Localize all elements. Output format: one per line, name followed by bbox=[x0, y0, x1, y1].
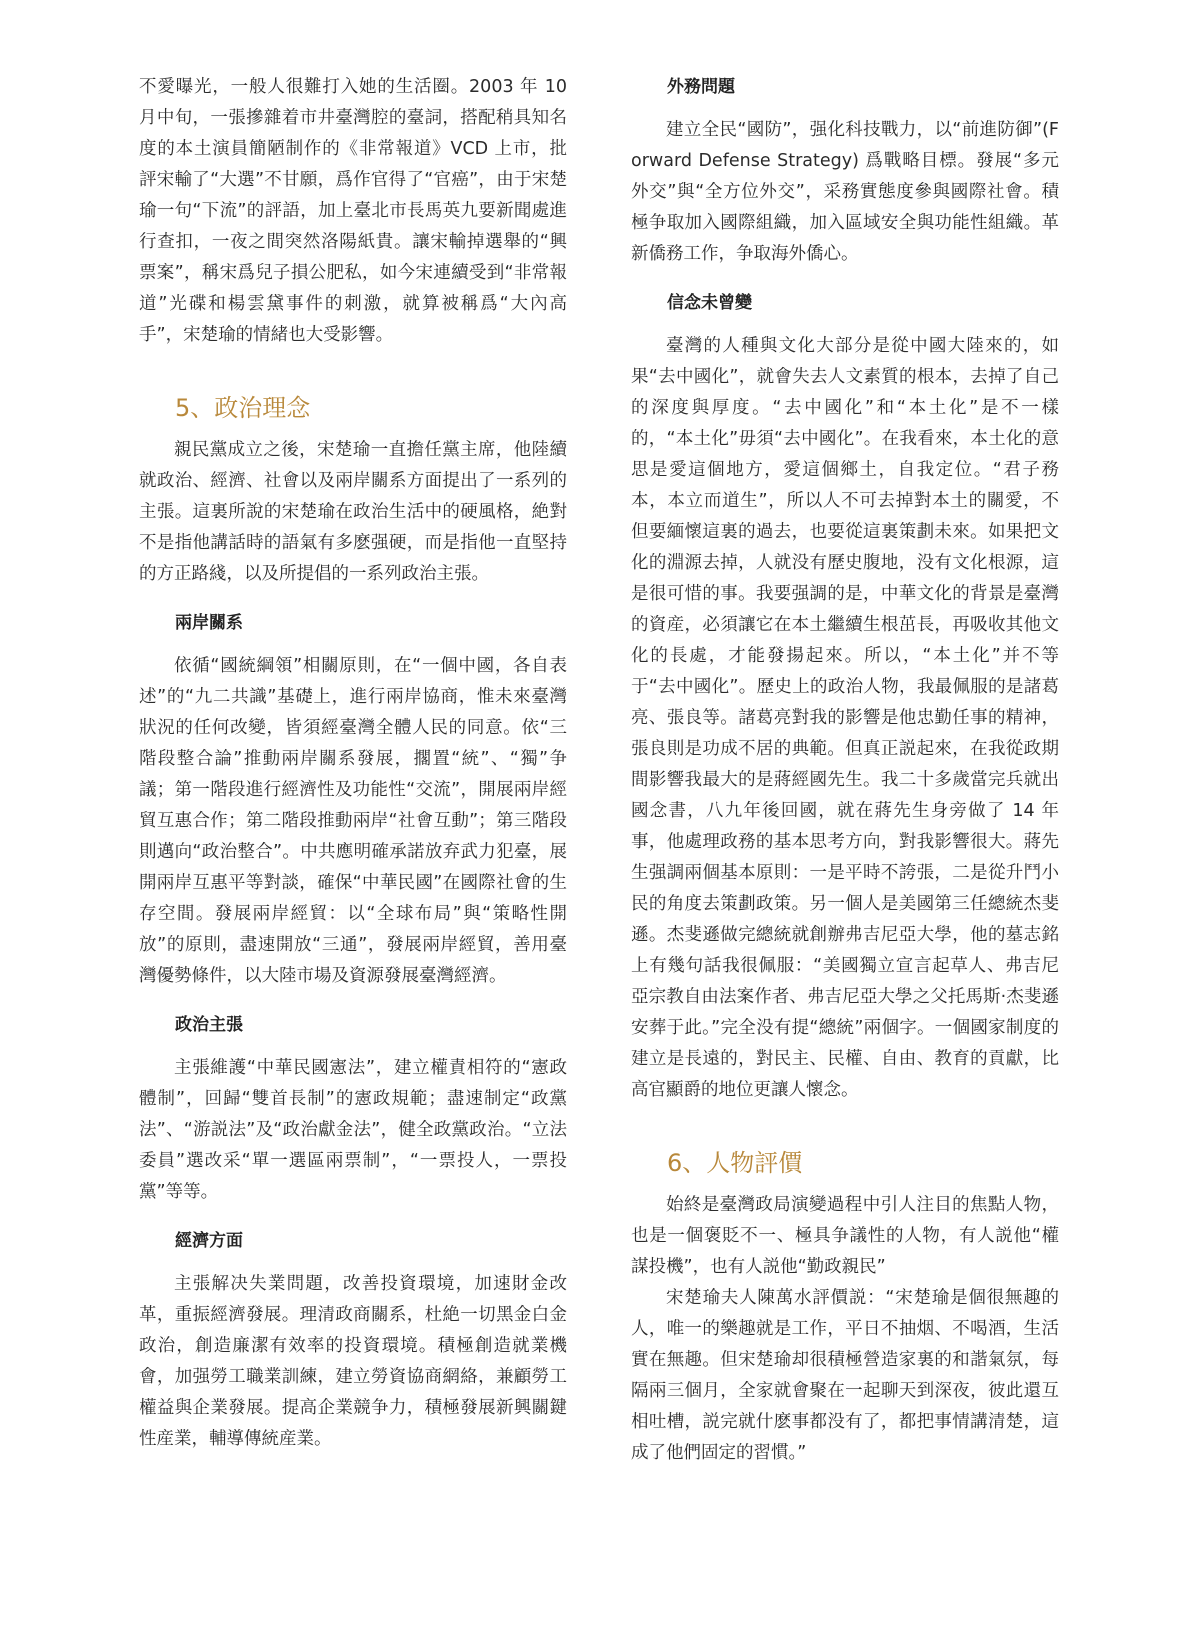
paragraph-foreign-affairs: 建立全民“國防”，强化科技戰力，以“前進防御”(Forward Defense Strategy) 爲戰略目標。發展“多元外交”與“全方位外交”，采務實態度參與國際社會。積極争取加入國際組織，加入區域安全與功能性組織。革新僑務工作，争取海外僑心。 bbox=[631, 120, 1059, 264]
paragraph-evaluation: 始終是臺灣政局演變過程中引人注目的焦點人物，也是一個褒貶不一、極具争議性的人物，有人説他“權謀投機”，也有人説他“勤政親民” bbox=[631, 1195, 1059, 1277]
subheading-political-stance: 政治主張 bbox=[175, 1015, 243, 1035]
paragraph-intro: 不愛曝光，一般人很難打入她的生活圈。2003 年 10 月中旬，一張摻雜着市井臺灣腔的臺詞，搭配稍具知名度的本土演員簡陋制作的《非常報道》VCD 上市，批評宋輸了“大選”不甘願，爲作官得了“官癌”，由于宋楚瑜一句“下流”的評語，加上臺北市長馬英九要新聞處進行查扣，一夜之間突然洛陽紙貴。讓宋輸掉選舉的“興票案”，稱宋爲兒子損公肥私，如今宋連續受到“非常報道”光碟和楊雲黛事件的刺激，就算被稱爲“大內高手”，宋楚瑜的情緒也大受影響。 bbox=[139, 77, 567, 345]
section-heading-evaluation: 6、人物評價 bbox=[667, 1149, 803, 1177]
paragraph-political-ideas: 親民黨成立之後，宋楚瑜一直擔任黨主席，他陸續就政治、經濟、社會以及兩岸關系方面提出了一系列的主張。這裏所說的宋楚瑜在政治生活中的硬風格，絶對不是指他講話時的語氣有多麽强硬，而是指他一直堅持的方正路綫，以及所提倡的一系列政治主張。 bbox=[139, 440, 567, 584]
paragraph-political-stance: 主張維護“中華民國憲法”，建立權責相符的“憲政體制”，回歸“雙首長制”的憲政規範；盡速制定“政黨法”、“游説法”及“政治獻金法”，健全政黨政治。“立法委員”選改采“單一選區兩票制”，“一票投人，一票投黨”等等。 bbox=[139, 1058, 567, 1202]
subheading-cross-strait: 兩岸關系 bbox=[175, 613, 243, 633]
paragraph-economy: 主張解决失業問題，改善投資環境，加速財金改革，重振經濟發展。理清政商關系，杜絶一切黑金白金政治，創造廉潔有效率的投資環境。積極創造就業機會，加强勞工職業訓練，建立勞資協商網絡，兼顧勞工權益與企業發展。提高企業競争力，積極發展新興關鍵性産業，輔導傳統産業。 bbox=[139, 1274, 567, 1449]
subheading-foreign-affairs: 外務問題 bbox=[667, 77, 735, 97]
right-column bbox=[631, 72, 1059, 1469]
subheading-beliefs: 信念未曾變 bbox=[667, 293, 752, 313]
left-column bbox=[139, 72, 567, 1455]
paragraph-cross-strait: 依循“國統綱領”相關原則，在“一個中國，各自表述”的“九二共識”基礎上，進行兩岸協商，惟未來臺灣狀況的任何改變，皆須經臺灣全體人民的同意。依“三階段整合論”推動兩岸關系發展，擱置“統”、“獨”争議；第一階段進行經濟性及功能性“交流”，開展兩岸經貿互惠合作；第二階段推動兩岸“社會互動”；第三階段則邁向“政治整合”。中共應明確承諾放弃武力犯臺，展開兩岸互惠平等對談，確保“中華民國”在國際社會的生存空間。發展兩岸經貿：以“全球布局”與“策略性開放”的原則，盡速開放“三通”，發展兩岸經貿，善用臺灣優勢條件，以大陸市場及資源發展臺灣經濟。 bbox=[139, 656, 567, 986]
paragraph-wife-quote: 宋楚瑜夫人陳萬水評價説：“宋楚瑜是個很無趣的人，唯一的樂趣就是工作，平日不抽烟、不喝酒，生活實在無趣。但宋楚瑜却很積極營造家裏的和諧氣氛，每隔兩三個月，全家就會聚在一起聊天到深夜，彼此還互相吐槽，説完就什麽事都没有了，都把事情講清楚，這成了他們固定的習慣。” bbox=[631, 1288, 1059, 1463]
section-heading-political-ideas: 5、政治理念 bbox=[175, 394, 311, 422]
paragraph-beliefs: 臺灣的人種與文化大部分是從中國大陸來的，如果“去中國化”，就會失去人文素質的根本，去掉了自己的深度與厚度。“去中國化”和“本土化”是不一樣的，“本土化”毋須“去中國化”。在我看來，本土化的意思是愛這個地方，愛這個鄉土，自我定位。“君子務本，本立而道生”，所以人不可去掉對本土的關愛，不但要緬懷這裏的過去，也要從這裏策劃未來。如果把文化的淵源去掉，人就没有歷史腹地，没有文化根源，這是很可惜的事。我要强調的是，中華文化的背景是臺灣的資産，必須讓它在本土繼續生根茁長，再吸收其他文化的長處，才能發揚起來。所以，“本土化”并不等于“去中國化”。歷史上的政治人物，我最佩服的是諸葛亮、張良等。諸葛亮對我的影響是他忠勤任事的精神，張良則是功成不居的典範。但真正説起來，在我從政期間影響我最大的是蔣經國先生。我二十多歲當完兵就出國念書，八九年後回國，就在蔣先生身旁做了 14 年事，他處理政務的基本思考方向，對我影響很大。蔣先生强調兩個基本原則：一是平時不誇張，二是從升鬥小民的角度去策劃政策。另一個人是美國第三任總統杰斐遜。杰斐遜做完總統就創辦弗吉尼亞大學，他的墓志銘上有幾句話我很佩服：“美國獨立宣言起草人、弗吉尼亞宗教自由法案作者、弗吉尼亞大學之父托馬斯·杰斐遜安葬于此。”完全没有提“總統”兩個字。一個國家制度的建立是長遠的，對民主、民權、自由、教育的貢獻，比高官顯爵的地位更讓人懷念。 bbox=[631, 336, 1059, 1100]
subheading-economy: 經濟方面 bbox=[175, 1231, 243, 1251]
